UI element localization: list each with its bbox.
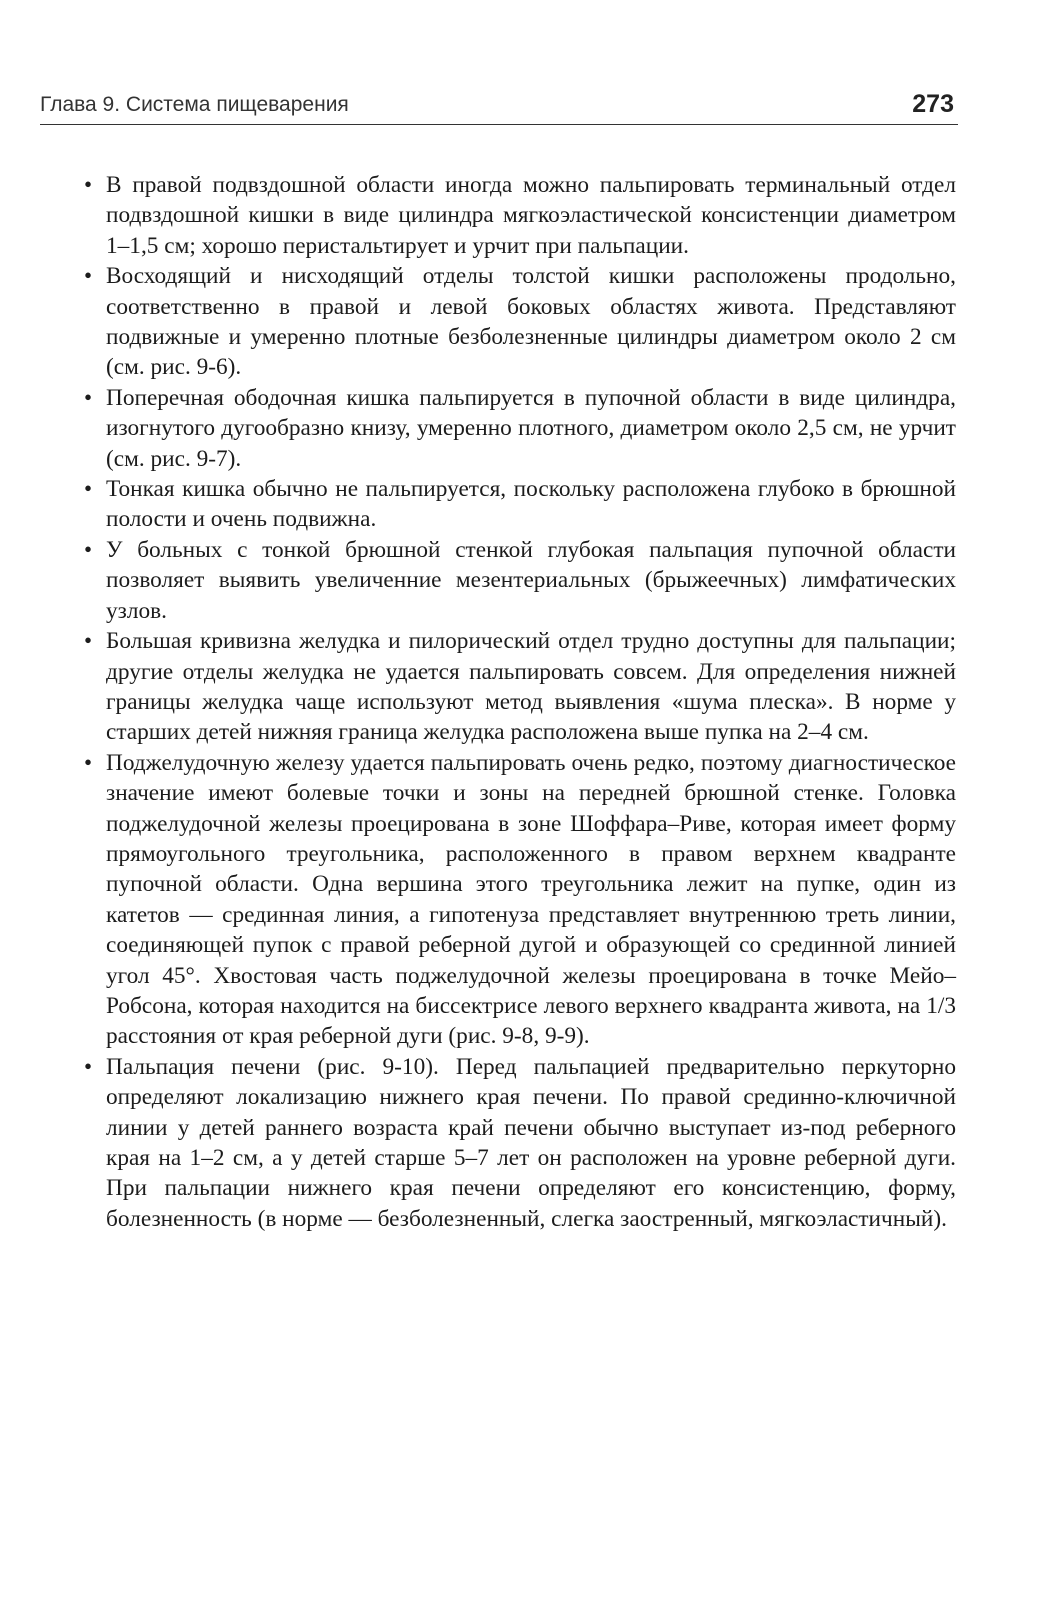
bullet-list: [84, 170, 956, 1234]
list-item-text: Восходящий и нисходящий отделы толстой кишки расположены продольно, соответственно в правой и левой боковых областях живота. Представляют подвижные и умеренно плотные безболезненные цилиндры диаметром около 2 см (см. рис. 9-6).: [106, 263, 956, 381]
bullet-icon: •: [84, 628, 93, 654]
chapter-title: Глава 9. Система пищеварения: [40, 93, 349, 116]
list-item-text: Поджелудочную железу удается пальпировать очень редко, поэтому диагностическое значение имеют болевые точки и зоны на передней брюшной стенке. Головка поджелудочной железы проецирована в зоне Шоффара–Риве, которая имеет форму прямоугольного треугольника, расположенного в правом верхнем квадранте пупочной области. Одна вершина этого треугольника лежит на пупке, один из катетов — срединная линия, а гипотенуза представляет внутреннюю треть линии, соединяющей пупок с правой реберной дугой и образующей со срединной линией угол 45°. Хвостовая часть поджелудочной железы проецирована в точке Мейо–Робсона, которая находится на биссектрисе левого верхнего квадранта живота, на 1/3 расстояния от края реберной дуги (рис. 9-8, 9-9).: [106, 749, 956, 1050]
bullet-icon: •: [84, 536, 93, 562]
list-item: [84, 383, 956, 474]
list-item-text: У больных с тонкой брюшной стенкой глубокая пальпация пупочной области позволяет выявить увеличенние мезентериальных (брыжеечных) лимфатических узлов.: [106, 536, 956, 624]
list-item: [84, 1052, 956, 1234]
list-item-text: Поперечная ободочная кишка пальпируется в пупочной области в виде цилиндра, изогнутого дугообразно книзу, умеренно плотного, диаметром около 2,5 см, не урчит (см. рис. 9-7).: [106, 384, 956, 472]
list-item: [84, 748, 956, 1052]
list-item-text: В правой подвздошной области иногда можно пальпировать терминальный отдел подвздошной кишки в виде цилиндра мягкоэластической консистенции диаметром 1–1,5 см; хорошо перистальтирует и урчит при пальпации.: [106, 172, 956, 259]
list-item: [84, 261, 956, 383]
bullet-icon: •: [84, 1053, 93, 1079]
bullet-icon: •: [84, 749, 93, 775]
list-item-text: Пальпация печени (рис. 9-10). Перед пальпацией предварительно перкуторно определяют локализацию нижнего края печени. По правой срединно-ключичной линии у детей раннего возраста край печени обычно выступает из-под реберного края на 1–2 см, а у детей старше 5–7 лет он расположен на уровне реберной дуги. При пальпации нижнего края печени определяют его консистенцию, форму, болезненность (в норме — безболезненный, слегка заостренный, мягкоэластичный).: [106, 1053, 956, 1232]
list-item: [84, 535, 956, 626]
bullet-icon: •: [84, 263, 93, 289]
list-item: [84, 474, 956, 535]
list-item-text: Тонкая кишка обычно не пальпируется, поскольку расположена глубоко в брюшной полости и очень подвижна.: [106, 476, 956, 533]
list-item: [84, 170, 956, 261]
running-header: [40, 84, 958, 125]
bullet-icon: •: [84, 476, 93, 502]
page-number: 273: [912, 90, 954, 118]
bullet-icon: •: [84, 384, 93, 410]
bullet-icon: •: [84, 172, 93, 197]
list-item-text: Большая кривизна желудка и пилорический отдел трудно доступны для пальпации; другие отделы желудка не удается пальпировать совсем. Для определения нижней границы желудка чаще используют метод выявления «шума плеска». В норме у старших детей нижняя граница желудка расположена выше пупка на 2–4 см.: [106, 628, 956, 746]
list-item: [84, 626, 956, 748]
